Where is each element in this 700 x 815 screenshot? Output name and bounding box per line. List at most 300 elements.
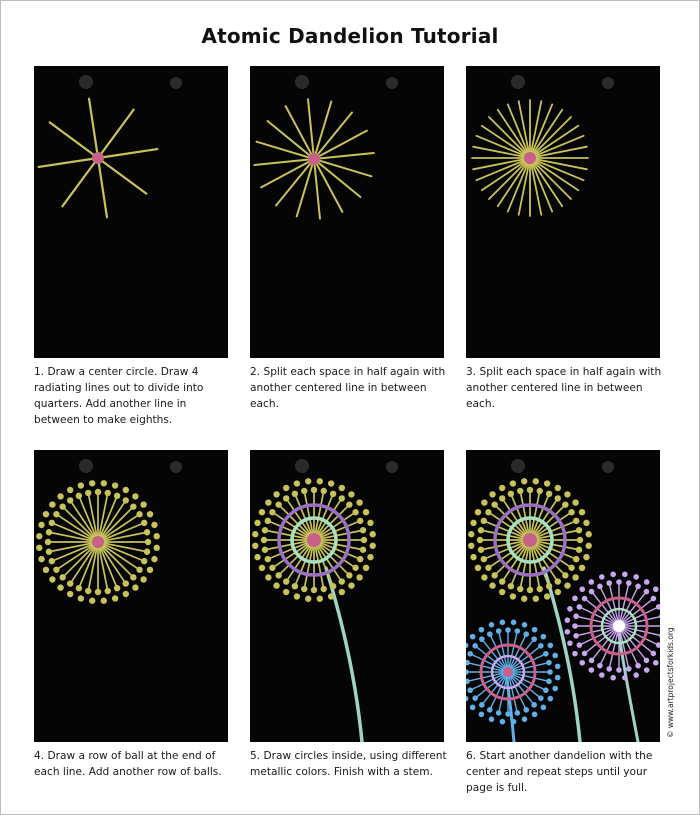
- ball-dot: [635, 584, 641, 590]
- ball-dot: [49, 520, 55, 526]
- ball-dot: [95, 589, 101, 595]
- ball-dot: [339, 578, 345, 584]
- ball-dot: [49, 501, 55, 507]
- ball-dot: [475, 565, 481, 571]
- ball-dot: [555, 485, 561, 491]
- ball-dot: [348, 491, 354, 497]
- ball-dot: [38, 556, 44, 562]
- ray-line: [62, 162, 95, 206]
- ball-dot: [577, 642, 583, 648]
- ball-dot: [499, 578, 505, 584]
- ball-dot: [114, 493, 120, 499]
- ball-dot: [112, 482, 118, 488]
- ball-dot: [633, 672, 639, 678]
- punch-hole: [79, 459, 93, 473]
- ball-dot: [43, 511, 49, 517]
- ball-dot: [552, 653, 558, 659]
- ball-dot: [78, 482, 84, 488]
- ball-dot: [582, 596, 588, 602]
- punch-hole: [511, 75, 525, 89]
- ball-dot: [466, 669, 469, 675]
- ray-line: [89, 99, 97, 153]
- ball-dot: [599, 672, 605, 678]
- ball-dot: [510, 480, 516, 486]
- ball-dot: [252, 531, 258, 537]
- ball-dot: [500, 620, 506, 626]
- ball-dot: [568, 509, 574, 515]
- ball-dot: [36, 545, 42, 551]
- ball-dot: [552, 686, 558, 692]
- ball-dot: [261, 537, 267, 543]
- ball-dot: [510, 593, 516, 599]
- ball-dot: [481, 574, 487, 580]
- ball-dot: [644, 667, 650, 673]
- ball-dot: [573, 518, 579, 524]
- ball-dot: [321, 586, 327, 592]
- ball-dot: [568, 565, 574, 571]
- ball-dot: [67, 591, 73, 597]
- ball-dot: [547, 669, 553, 675]
- ball-dot: [269, 565, 275, 571]
- ball-dot: [346, 572, 352, 578]
- ball-dot: [479, 702, 485, 708]
- ball-dot: [136, 567, 142, 573]
- ball-dot: [144, 529, 150, 535]
- punch-hole: [511, 459, 525, 473]
- center-circle: [92, 152, 104, 164]
- ball-dot: [572, 651, 578, 657]
- ball-dot: [141, 520, 147, 526]
- ball-dot: [470, 554, 476, 560]
- ball-dot: [154, 545, 160, 551]
- ball-dot: [508, 491, 514, 497]
- punch-hole: [79, 75, 93, 89]
- ball-dot: [572, 499, 578, 505]
- ball-dot: [538, 643, 544, 649]
- ball-dot: [616, 579, 622, 585]
- ball-dot: [59, 574, 65, 580]
- ball-dot: [651, 596, 657, 602]
- ball-dot: [361, 537, 367, 543]
- ball-dot: [478, 527, 484, 533]
- ball-dot: [470, 705, 476, 711]
- punch-hole: [170, 461, 182, 473]
- ball-dot: [597, 584, 603, 590]
- ball-dot: [466, 643, 468, 649]
- ball-dot: [311, 587, 317, 593]
- ball-dot: [145, 539, 151, 545]
- step-6-caption: 6. Start another dandelion with the center and repeat steps until your page is full.: [466, 750, 653, 794]
- ball-dot: [254, 520, 260, 526]
- ray-line: [314, 164, 319, 219]
- ball-dot: [481, 518, 487, 524]
- ball-dot: [151, 556, 157, 562]
- ball-dot: [522, 622, 528, 628]
- ball-dot: [508, 583, 514, 589]
- ball-dot: [505, 627, 511, 633]
- ball-dot: [101, 480, 107, 486]
- ball-dot: [644, 579, 650, 585]
- ball-dot: [472, 695, 478, 701]
- ball-dot: [573, 613, 579, 619]
- ball-dot: [123, 591, 129, 597]
- ball-dot: [555, 675, 561, 681]
- ball-dot: [567, 640, 573, 646]
- ball-dot: [572, 574, 578, 580]
- ball-dot: [53, 511, 59, 517]
- step-1-caption: 1. Draw a center circle. Draw 4 radiating lines out to divide into quarters. Add another line in between to make eighths.: [34, 366, 204, 426]
- ball-dot: [265, 556, 271, 562]
- ball-dot: [466, 660, 470, 666]
- ball-dot: [653, 660, 659, 666]
- ball-dot: [356, 574, 362, 580]
- ball-dot: [317, 596, 323, 602]
- step-1-image: [34, 66, 228, 358]
- ball-dot: [521, 478, 527, 484]
- ball-dot: [543, 687, 549, 693]
- ball-dot: [589, 667, 595, 673]
- ball-dot: [533, 478, 539, 484]
- punch-hole: [170, 77, 182, 89]
- ball-dot: [357, 556, 363, 562]
- ball-dot: [610, 675, 616, 681]
- ball-dot: [576, 547, 582, 553]
- ball-dot: [470, 634, 476, 640]
- ball-dot: [46, 529, 52, 535]
- punch-hole: [386, 461, 398, 473]
- ball-dot: [305, 596, 311, 602]
- ball-dot: [348, 582, 354, 588]
- center-circle: [307, 533, 321, 547]
- ball-dot: [57, 584, 63, 590]
- ball-dot: [606, 666, 612, 672]
- ray-line: [39, 159, 93, 167]
- center-circle: [308, 153, 320, 165]
- ball-dot: [583, 520, 589, 526]
- ball-dot: [475, 509, 481, 515]
- ball-dot: [301, 488, 307, 494]
- ball-dot: [653, 586, 659, 592]
- ball-dot: [499, 589, 505, 595]
- ball-dot: [357, 518, 363, 524]
- center-circle: [523, 533, 537, 547]
- ball-dot: [565, 629, 571, 635]
- ball-dot: [275, 572, 281, 578]
- ball-dot: [659, 613, 660, 619]
- ball-dot: [610, 572, 616, 578]
- ball-dot: [500, 719, 506, 725]
- ball-dot: [301, 586, 307, 592]
- step-5-image: [250, 450, 444, 742]
- punch-hole: [602, 461, 614, 473]
- ball-dot: [38, 522, 44, 528]
- ball-dot: [363, 509, 369, 515]
- ball-dot: [521, 596, 527, 602]
- ball-dot: [151, 522, 157, 528]
- ball-dot: [105, 490, 111, 496]
- ball-dot: [562, 572, 568, 578]
- punch-hole: [386, 77, 398, 89]
- ball-dot: [531, 702, 537, 708]
- ball-dot: [49, 576, 55, 582]
- ball-dot: [262, 527, 268, 533]
- ball-dot: [252, 543, 258, 549]
- ball-dot: [499, 485, 505, 491]
- ball-dot: [599, 574, 605, 580]
- ball-dot: [53, 567, 59, 573]
- ball-dot: [472, 643, 478, 649]
- ball-dot: [147, 511, 153, 517]
- ball-dot: [259, 565, 265, 571]
- step-3-image: [466, 66, 660, 358]
- ball-dot: [294, 593, 300, 599]
- ball-dot: [352, 509, 358, 515]
- center-circle: [524, 152, 536, 164]
- ball-dot: [555, 495, 561, 501]
- website-credit: © www.artprojectsforkids.org: [666, 627, 675, 738]
- ball-dot: [527, 587, 533, 593]
- ball-dot: [531, 636, 537, 642]
- ball-dot: [573, 556, 579, 562]
- ball-dot: [489, 716, 495, 722]
- ball-dot: [537, 586, 543, 592]
- center-circle: [613, 620, 625, 632]
- ball-dot: [626, 580, 632, 586]
- ball-dot: [527, 487, 533, 493]
- ball-dot: [130, 574, 136, 580]
- ball-dot: [583, 554, 589, 560]
- ball-dot: [339, 495, 345, 501]
- step-2-image: [250, 66, 444, 358]
- ball-dot: [321, 488, 327, 494]
- ball-dot: [144, 549, 150, 555]
- ball-dot: [136, 511, 142, 517]
- center-circle: [92, 536, 104, 548]
- ball-dot: [479, 627, 485, 633]
- ball-dot: [59, 503, 65, 509]
- ball-dot: [485, 509, 491, 515]
- ball-dot: [532, 712, 538, 718]
- ball-dot: [564, 491, 570, 497]
- ball-dot: [489, 582, 495, 588]
- ray-line: [99, 163, 107, 217]
- ball-dot: [622, 675, 628, 681]
- ball-dot: [328, 593, 334, 599]
- ball-dot: [579, 586, 585, 592]
- ray-line: [101, 110, 134, 154]
- ball-dot: [546, 583, 552, 589]
- center-circle: [503, 667, 513, 677]
- step-4-image: [34, 450, 228, 742]
- ball-dot: [478, 547, 484, 553]
- ball-dot: [346, 501, 352, 507]
- ray-line: [50, 122, 94, 155]
- ball-dot: [541, 705, 547, 711]
- ball-dot: [269, 509, 275, 515]
- ball-dot: [141, 558, 147, 564]
- ball-dot: [656, 604, 660, 610]
- ball-dot: [147, 567, 153, 573]
- ball-dot: [543, 651, 549, 657]
- ball-dot: [85, 490, 91, 496]
- ball-dot: [67, 580, 73, 586]
- ball-dot: [101, 598, 107, 604]
- ball-dot: [491, 501, 497, 507]
- ball-dot: [496, 710, 502, 716]
- ball-dot: [538, 695, 544, 701]
- ray-line: [254, 159, 309, 164]
- ball-dot: [659, 633, 660, 639]
- ball-dot: [123, 580, 129, 586]
- ball-dot: [481, 499, 487, 505]
- ball-dot: [589, 579, 595, 585]
- ball-dot: [46, 549, 52, 555]
- ball-dot: [43, 567, 49, 573]
- ray-line: [308, 99, 313, 154]
- ball-dot: [544, 593, 550, 599]
- ball-dot: [533, 596, 539, 602]
- ball-dot: [154, 533, 160, 539]
- ball-dot: [367, 520, 373, 526]
- ball-dot: [78, 595, 84, 601]
- ball-dot: [273, 582, 279, 588]
- ball-dot: [360, 547, 366, 553]
- ball-dot: [565, 617, 571, 623]
- ball-dot: [132, 584, 138, 590]
- ball-dot: [548, 696, 554, 702]
- ball-dot: [626, 666, 632, 672]
- ball-dot: [517, 488, 523, 494]
- ball-dot: [505, 711, 511, 717]
- ball-dot: [36, 533, 42, 539]
- ball-dot: [548, 643, 554, 649]
- ball-dot: [572, 623, 578, 629]
- ball-dot: [644, 658, 650, 664]
- ball-dot: [311, 487, 317, 493]
- ball-dot: [114, 585, 120, 591]
- ball-dot: [283, 485, 289, 491]
- ball-dot: [363, 565, 369, 571]
- ball-dot: [616, 667, 622, 673]
- ball-dot: [130, 503, 136, 509]
- ball-dot: [515, 628, 521, 634]
- ball-dot: [370, 543, 376, 549]
- ray-line: [102, 161, 146, 194]
- ball-dot: [579, 509, 585, 515]
- ball-dot: [466, 696, 468, 702]
- ball-dot: [140, 576, 146, 582]
- ball-dot: [57, 493, 63, 499]
- ball-dot: [491, 572, 497, 578]
- ball-dot: [487, 631, 493, 637]
- ball-dot: [635, 663, 641, 669]
- ball-dot: [564, 582, 570, 588]
- ball-dot: [644, 589, 650, 595]
- ball-dot: [76, 493, 82, 499]
- ball-dot: [273, 491, 279, 497]
- ball-dot: [294, 480, 300, 486]
- ball-dot: [328, 480, 334, 486]
- punch-hole: [295, 459, 309, 473]
- ball-dot: [541, 634, 547, 640]
- ball-dot: [567, 606, 573, 612]
- ray-line: [319, 153, 374, 158]
- ball-dot: [544, 480, 550, 486]
- step-2-caption: 2. Split each space in half again with another centered line in between each.: [250, 366, 446, 410]
- ball-dot: [576, 527, 582, 533]
- ball-dot: [356, 499, 362, 505]
- ball-dot: [537, 488, 543, 494]
- ball-dot: [112, 595, 118, 601]
- ball-dot: [132, 493, 138, 499]
- step-6-image: [466, 450, 660, 742]
- page-title: Atomic Dandelion Tutorial: [201, 24, 499, 48]
- ball-dot: [466, 679, 470, 685]
- ball-dot: [546, 679, 552, 685]
- ball-dot: [262, 547, 268, 553]
- ball-dot: [573, 633, 579, 639]
- ball-dot: [511, 620, 517, 626]
- ball-dot: [45, 539, 51, 545]
- ball-dot: [579, 565, 585, 571]
- ball-dot: [352, 565, 358, 571]
- ball-dot: [586, 531, 592, 537]
- ball-dot: [467, 651, 473, 657]
- ball-dot: [470, 520, 476, 526]
- ball-dot: [76, 585, 82, 591]
- ball-dot: [89, 480, 95, 486]
- ball-dot: [532, 627, 538, 633]
- ball-dot: [606, 580, 612, 586]
- ball-dot: [479, 636, 485, 642]
- ball-dot: [317, 478, 323, 484]
- ball-dot: [579, 660, 585, 666]
- ball-dot: [468, 543, 474, 549]
- ball-dot: [589, 589, 595, 595]
- ball-dot: [487, 707, 493, 713]
- ball-dot: [367, 554, 373, 560]
- ray-line: [103, 149, 157, 157]
- ball-dot: [586, 543, 592, 549]
- ball-dot: [582, 651, 588, 657]
- ball-dot: [265, 518, 271, 524]
- ball-dot: [292, 491, 298, 497]
- ball-dot: [467, 687, 473, 693]
- ball-dot: [651, 651, 657, 657]
- ball-dot: [481, 556, 487, 562]
- ball-dot: [339, 589, 345, 595]
- ball-dot: [517, 586, 523, 592]
- ball-dot: [546, 660, 552, 666]
- ball-dot: [562, 501, 568, 507]
- ball-dot: [555, 664, 561, 670]
- ball-dot: [597, 663, 603, 669]
- ball-dot: [67, 497, 73, 503]
- ball-dot: [283, 578, 289, 584]
- ball-dot: [522, 716, 528, 722]
- ball-dot: [105, 588, 111, 594]
- ball-dot: [499, 495, 505, 501]
- ball-dot: [283, 589, 289, 595]
- ball-dot: [485, 565, 491, 571]
- punch-hole: [602, 77, 614, 89]
- ball-dot: [49, 558, 55, 564]
- ball-dot: [489, 622, 495, 628]
- ball-dot: [89, 598, 95, 604]
- ball-dot: [523, 707, 529, 713]
- ball-dot: [283, 495, 289, 501]
- ball-dot: [330, 491, 336, 497]
